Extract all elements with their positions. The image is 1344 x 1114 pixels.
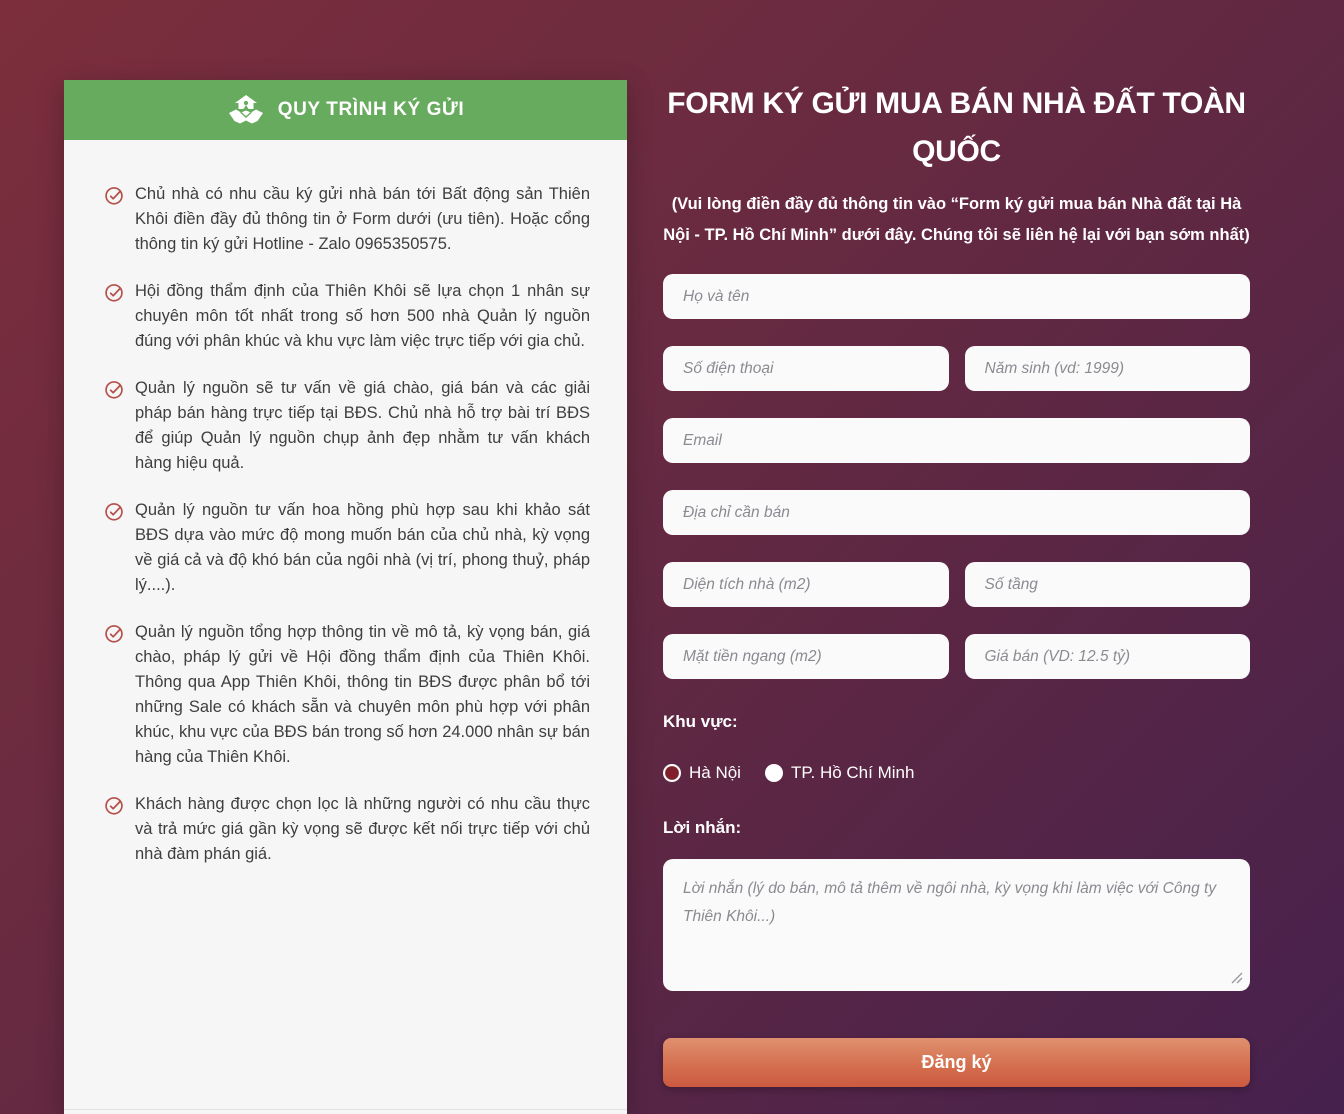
message-field-wrapper	[663, 859, 1250, 991]
step-text: Quản lý nguồn tổng hợp thông tin về mô tả, kỳ vọng bán, giá chào, pháp lý gửi về Hội đồng thẩm định của Thiên Khôi. Thông qua App Thiên Khôi, thông tin BĐS được phân bổ tới những Sale có khách sẵn và chuyên môn phù hợp với phân khúc, khu vực của BĐS bán trong số hơn 24.000 nhân sự bán hàng của Thiên Khôi.	[135, 623, 590, 766]
list-item	[104, 279, 590, 354]
process-card-title: QUY TRÌNH KÝ GỬI	[277, 99, 465, 120]
floors-input[interactable]	[965, 562, 1251, 607]
card-bottom-divider	[64, 1109, 627, 1110]
list-item	[104, 792, 590, 867]
page-title: FORM KÝ GỬI MUA BÁN NHÀ ĐẤT TOÀN QUỐC	[667, 87, 1246, 168]
step-text: Khách hàng được chọn lọc là những người có nhu cầu thực và trả mức giá gần kỳ vọng sẽ được kết nối trực tiếp với chủ nhà đàm phán giá.	[135, 795, 590, 863]
region-radio-hcm[interactable]	[765, 764, 783, 782]
process-steps-list	[64, 140, 627, 867]
check-circle-icon	[104, 185, 124, 205]
price-input[interactable]	[965, 634, 1251, 679]
region-option-hanoi[interactable]	[663, 763, 741, 783]
region-option-label[interactable]: TP. Hồ Chí Minh	[790, 763, 915, 782]
phone-input[interactable]	[663, 346, 949, 391]
frontage-input[interactable]	[663, 634, 949, 679]
submit-button[interactable]: Đăng ký	[663, 1038, 1250, 1087]
form-fields	[663, 274, 1250, 679]
step-text: Quản lý nguồn tư vấn hoa hồng phù hợp sau khi khảo sát BĐS dựa vào mức độ mong muốn bán của chủ nhà, kỳ vọng về giá cả và độ khó bán của ngôi nhà (vị trí, phong thuỷ, pháp lý....).	[135, 501, 590, 594]
region-label: Khu vực:	[663, 712, 738, 731]
process-card	[64, 80, 627, 1114]
birth-year-input[interactable]	[965, 346, 1251, 391]
check-circle-icon	[104, 379, 124, 399]
fullname-input[interactable]	[663, 274, 1250, 319]
region-option-label[interactable]: Hà Nội	[689, 763, 741, 782]
list-item	[104, 182, 590, 257]
step-text: Hội đồng thẩm định của Thiên Khôi sẽ lựa chọn 1 nhân sự chuyên môn tốt nhất trong số hơn 500 nhà Quản lý nguồn đúng với phân khúc và khu vực làm việc trực tiếp với gia chủ.	[135, 282, 590, 350]
message-textarea[interactable]	[663, 859, 1250, 991]
list-item	[104, 376, 590, 476]
list-item	[104, 620, 590, 770]
message-label: Lời nhắn:	[663, 818, 742, 837]
check-circle-icon	[104, 282, 124, 302]
check-circle-icon	[104, 623, 124, 643]
step-text: Chủ nhà có nhu cầu ký gửi nhà bán tới Bất động sản Thiên Khôi điền đầy đủ thông tin ở Form dưới (ưu tiên). Hoặc cổng thông tin ký gửi Hotline - Zalo 0965350575.	[135, 185, 590, 253]
list-item	[104, 498, 590, 598]
step-text: Quản lý nguồn sẽ tư vấn về giá chào, giá bán và các giải pháp bán hàng trực tiếp tại BĐS. Chủ nhà hỗ trợ bài trí BĐS để giúp Quản lý nguồn chụp ảnh đẹp nhằm tư vấn khách hàng hiệu quả.	[135, 379, 590, 472]
region-radio-group	[663, 763, 1250, 783]
check-circle-icon	[104, 795, 124, 815]
email-input[interactable]	[663, 418, 1250, 463]
handshake-house-icon	[227, 94, 265, 126]
check-circle-icon	[104, 501, 124, 521]
address-input[interactable]	[663, 490, 1250, 535]
region-radio-hanoi[interactable]	[663, 764, 681, 782]
house-area-input[interactable]	[663, 562, 949, 607]
region-option-hcm[interactable]	[765, 763, 914, 783]
consignment-form	[663, 80, 1250, 1087]
form-subtitle: (Vui lòng điền đầy đủ thông tin vào “Form ký gửi mua bán Nhà đất tại Hà Nội - TP. Hồ Chí Minh” dưới đây. Chúng tôi sẽ liên hệ lại với bạn sớm nhất)	[663, 195, 1250, 244]
process-card-header	[64, 80, 627, 140]
textarea-resize-handle[interactable]	[1231, 972, 1243, 984]
